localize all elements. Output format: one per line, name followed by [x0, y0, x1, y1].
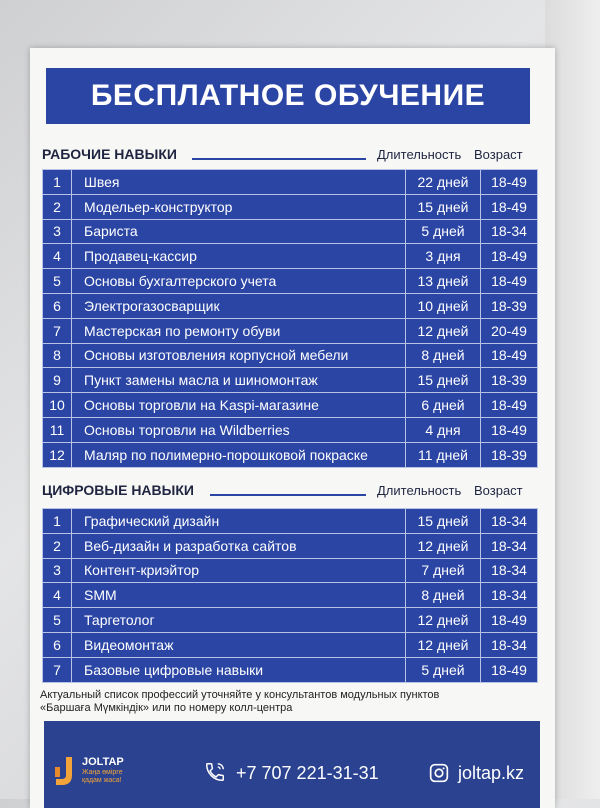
course-name: Пункт замены масла и шиномонтаж	[72, 368, 406, 393]
heading-underline	[192, 158, 366, 160]
course-duration: 12 дней	[406, 632, 481, 657]
row-number: 5	[43, 608, 72, 633]
course-duration: 3 дня	[406, 244, 481, 269]
row-number: 10	[43, 393, 72, 418]
table-row	[43, 393, 538, 418]
brand-tagline: Жаңа өмірге қадам жаса!	[82, 769, 123, 784]
row-number: 5	[43, 269, 72, 294]
course-duration: 12 дней	[406, 533, 481, 558]
duration-col-header: Длительность	[377, 483, 462, 498]
table-row	[43, 608, 538, 633]
row-number: 1	[43, 509, 72, 534]
table-row	[43, 533, 538, 558]
course-duration: 15 дней	[406, 368, 481, 393]
note-line: Актуальный список профессий уточняйте у консультантов модульных пунктов	[40, 689, 440, 701]
row-number: 1	[43, 170, 72, 195]
instagram-icon	[429, 763, 449, 783]
working-skills-table	[42, 169, 538, 468]
heading-underline	[210, 494, 366, 496]
course-name: Основы бухгалтерского учета	[72, 269, 406, 294]
course-name: Основы торговли на Wildberries	[72, 417, 406, 442]
age-range: 18-49	[481, 343, 538, 368]
course-duration: 8 дней	[406, 343, 481, 368]
digital-skills-header	[42, 480, 542, 500]
table-row	[43, 583, 538, 608]
row-number: 11	[43, 417, 72, 442]
row-number: 7	[43, 657, 72, 682]
row-number: 12	[43, 442, 72, 467]
course-name: Основы изготовления корпусной мебели	[72, 343, 406, 368]
age-range: 18-49	[481, 170, 538, 195]
course-name: Таргетолог	[72, 608, 406, 633]
age-range: 20-49	[481, 318, 538, 343]
course-duration: 6 дней	[406, 393, 481, 418]
course-name: Видеомонтаж	[72, 632, 406, 657]
course-name: Продавец-кассир	[72, 244, 406, 269]
footer-bar	[44, 721, 540, 808]
age-range: 18-34	[481, 509, 538, 534]
flyer-title: БЕСПЛАТНОЕ ОБУЧЕНИЕ	[46, 68, 530, 124]
course-name: Маляр по полимерно-порошковой покраске	[72, 442, 406, 467]
phone-number[interactable]: +7 707 221-31-31	[236, 763, 379, 783]
digital-skills-heading: ЦИФРОВЫЕ НАВЫКИ	[42, 482, 194, 498]
row-number: 6	[43, 632, 72, 657]
course-duration: 5 дней	[406, 219, 481, 244]
row-number: 7	[43, 318, 72, 343]
flyer	[30, 48, 555, 808]
row-number: 3	[43, 219, 72, 244]
age-range: 18-49	[481, 657, 538, 682]
course-duration: 10 дней	[406, 293, 481, 318]
age-range: 18-34	[481, 533, 538, 558]
course-duration: 12 дней	[406, 608, 481, 633]
table-row	[43, 194, 538, 219]
row-number: 3	[43, 558, 72, 583]
course-duration: 13 дней	[406, 269, 481, 294]
note-line: «Баршаға Мүмкіндік» или по номеру колл-центра	[40, 702, 293, 714]
logo-mark	[54, 757, 74, 787]
age-range: 18-49	[481, 608, 538, 633]
course-duration: 12 дней	[406, 318, 481, 343]
age-range: 18-49	[481, 269, 538, 294]
course-name: Графический дизайн	[72, 509, 406, 534]
age-range: 18-49	[481, 417, 538, 442]
course-duration: 5 дней	[406, 657, 481, 682]
course-duration: 8 дней	[406, 583, 481, 608]
age-col-header: Возраст	[474, 147, 523, 162]
working-skills-header	[42, 144, 542, 164]
course-name: Швея	[72, 170, 406, 195]
table-row	[43, 417, 538, 442]
row-number: 2	[43, 533, 72, 558]
table-row	[43, 657, 538, 682]
course-duration: 7 дней	[406, 558, 481, 583]
row-number: 4	[43, 244, 72, 269]
course-name: Мастерская по ремонту обуви	[72, 318, 406, 343]
course-name: Электрогазосварщик	[72, 293, 406, 318]
table-row	[43, 558, 538, 583]
table-row	[43, 219, 538, 244]
table-row	[43, 293, 538, 318]
age-range: 18-34	[481, 219, 538, 244]
course-duration: 15 дней	[406, 194, 481, 219]
course-name: SMM	[72, 583, 406, 608]
table-row	[43, 170, 538, 195]
table-row	[43, 632, 538, 657]
course-name: Модельер-конструктор	[72, 194, 406, 219]
age-col-header: Возраст	[474, 483, 523, 498]
age-range: 18-34	[481, 632, 538, 657]
row-number: 2	[43, 194, 72, 219]
age-range: 18-49	[481, 244, 538, 269]
age-range: 18-39	[481, 293, 538, 318]
table-row	[43, 244, 538, 269]
age-range: 18-39	[481, 442, 538, 467]
course-name: Контент-криэйтор	[72, 558, 406, 583]
course-name: Бариста	[72, 219, 406, 244]
row-number: 6	[43, 293, 72, 318]
course-duration: 15 дней	[406, 509, 481, 534]
row-number: 8	[43, 343, 72, 368]
working-skills-heading: РАБОЧИЕ НАВЫКИ	[42, 146, 177, 162]
info-note	[40, 689, 540, 715]
course-duration: 4 дня	[406, 417, 481, 442]
phone-icon	[204, 761, 226, 783]
course-name: Веб-дизайн и разработка сайтов	[72, 533, 406, 558]
table-row	[43, 368, 538, 393]
brand-name: JOLTAP	[82, 756, 124, 768]
row-number: 9	[43, 368, 72, 393]
digital-skills-table	[42, 508, 538, 683]
table-row	[43, 509, 538, 534]
website-link[interactable]: joltap.kz	[458, 763, 525, 783]
table-row	[43, 318, 538, 343]
age-range: 18-39	[481, 368, 538, 393]
course-duration: 11 дней	[406, 442, 481, 467]
age-range: 18-49	[481, 393, 538, 418]
course-name: Базовые цифровые навыки	[72, 657, 406, 682]
duration-col-header: Длительность	[377, 147, 462, 162]
course-name: Основы торговли на Kaspi-магазине	[72, 393, 406, 418]
age-range: 18-34	[481, 558, 538, 583]
age-range: 18-49	[481, 194, 538, 219]
course-duration: 22 дней	[406, 170, 481, 195]
table-row	[43, 269, 538, 294]
table-row	[43, 442, 538, 467]
age-range: 18-34	[481, 583, 538, 608]
row-number: 4	[43, 583, 72, 608]
table-row	[43, 343, 538, 368]
